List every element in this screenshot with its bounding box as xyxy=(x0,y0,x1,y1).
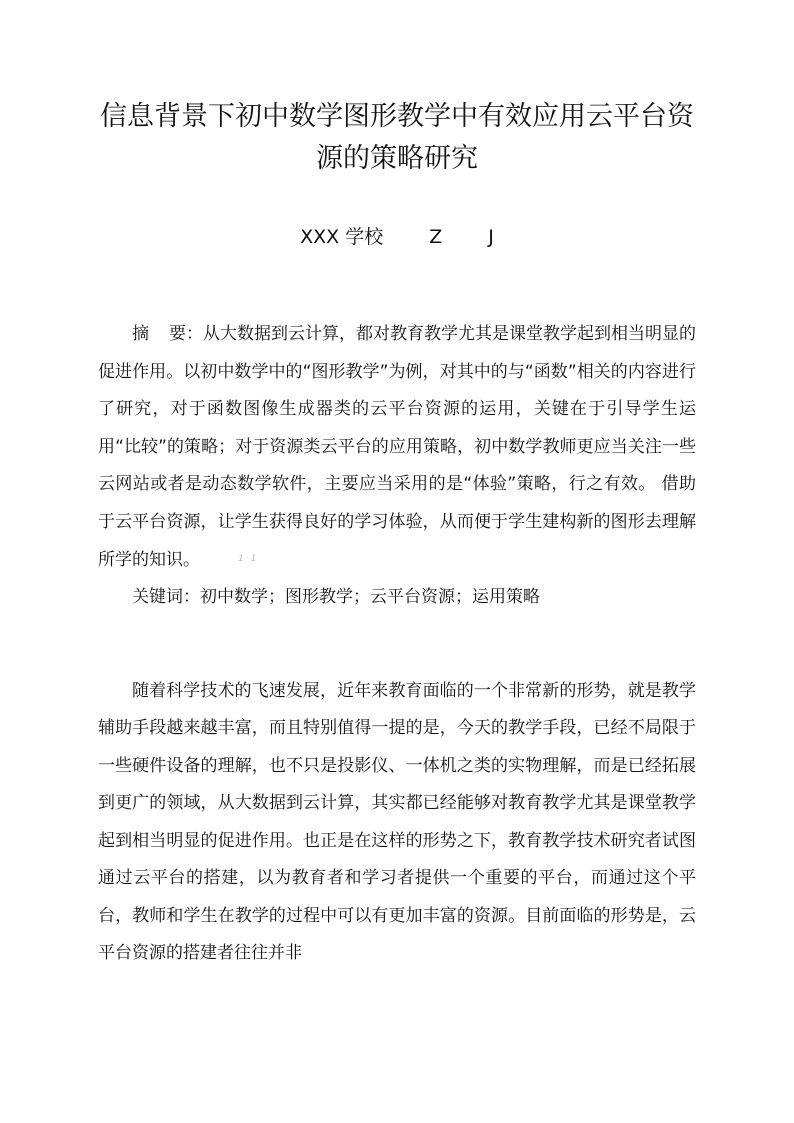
author-initial-2: J xyxy=(488,226,494,248)
body-paragraph-1: 随着科学技术的飞速发展，近年来教育面临的一个非常新的形势，就是教学辅助手段越来越丰富，而且特别值得一提的是，今天的教学手段，已经不局限于一些硬件设备的理解，也不只是投影仪、一体机之类的实物理解，而是已经拓展到更广的领域，从大数据到云计算，其实都已经能够对教育教学尤其是课堂教学起到相当明显的促进作用。也正是在这样的形势之下，教育教学技术研究者试图通过云平台的搭建，以为教育者和学习者提供一个重要的平台，而通过这个平台，教师和学生在教学的过程中可以有更加丰富的资源。目前面临的形势是，云平台资源的搭建者往往并非 xyxy=(98,680,696,964)
abstract-paragraph xyxy=(98,316,696,579)
author-byline xyxy=(98,222,696,252)
abstract-text: 从大数据到云计算，都对教育教学尤其是课堂教学起到相当明显的促进作用。以初中数学中的“图形教学”为例，对其中的与“函数”相关的内容进行了研究，对于函数图像生成器类的云平台资源的运用，关键在于引导学生运用“比较”的策略；对于资源类云平台的应用策略，初中数学教师更应当关注一些云网站或者是动态数学软件，主要应当采用的是“体验”策略，行之有效。 借助于云平台资源，让学生获得良好的学习体验，从而便于学生建构新的图形去理解所学的知识。 xyxy=(98,324,696,570)
title-line-2: 源的策略研究 xyxy=(316,143,478,174)
abstract-label: 摘 要： xyxy=(132,324,203,344)
school-name: XXX 学校 xyxy=(300,226,384,248)
author-initial-1: Z xyxy=(429,226,443,248)
footnote-marker: 1 1 xyxy=(238,554,259,564)
body-section xyxy=(98,673,696,973)
abstract-section xyxy=(98,316,696,617)
keywords-line: 关键词：初中数学；图形教学；云平台资源；运用策略 xyxy=(132,587,540,608)
title-line-1: 信息背景下初中数学图形教学中有效应用云平台资 xyxy=(100,101,694,132)
document-title xyxy=(98,0,696,180)
